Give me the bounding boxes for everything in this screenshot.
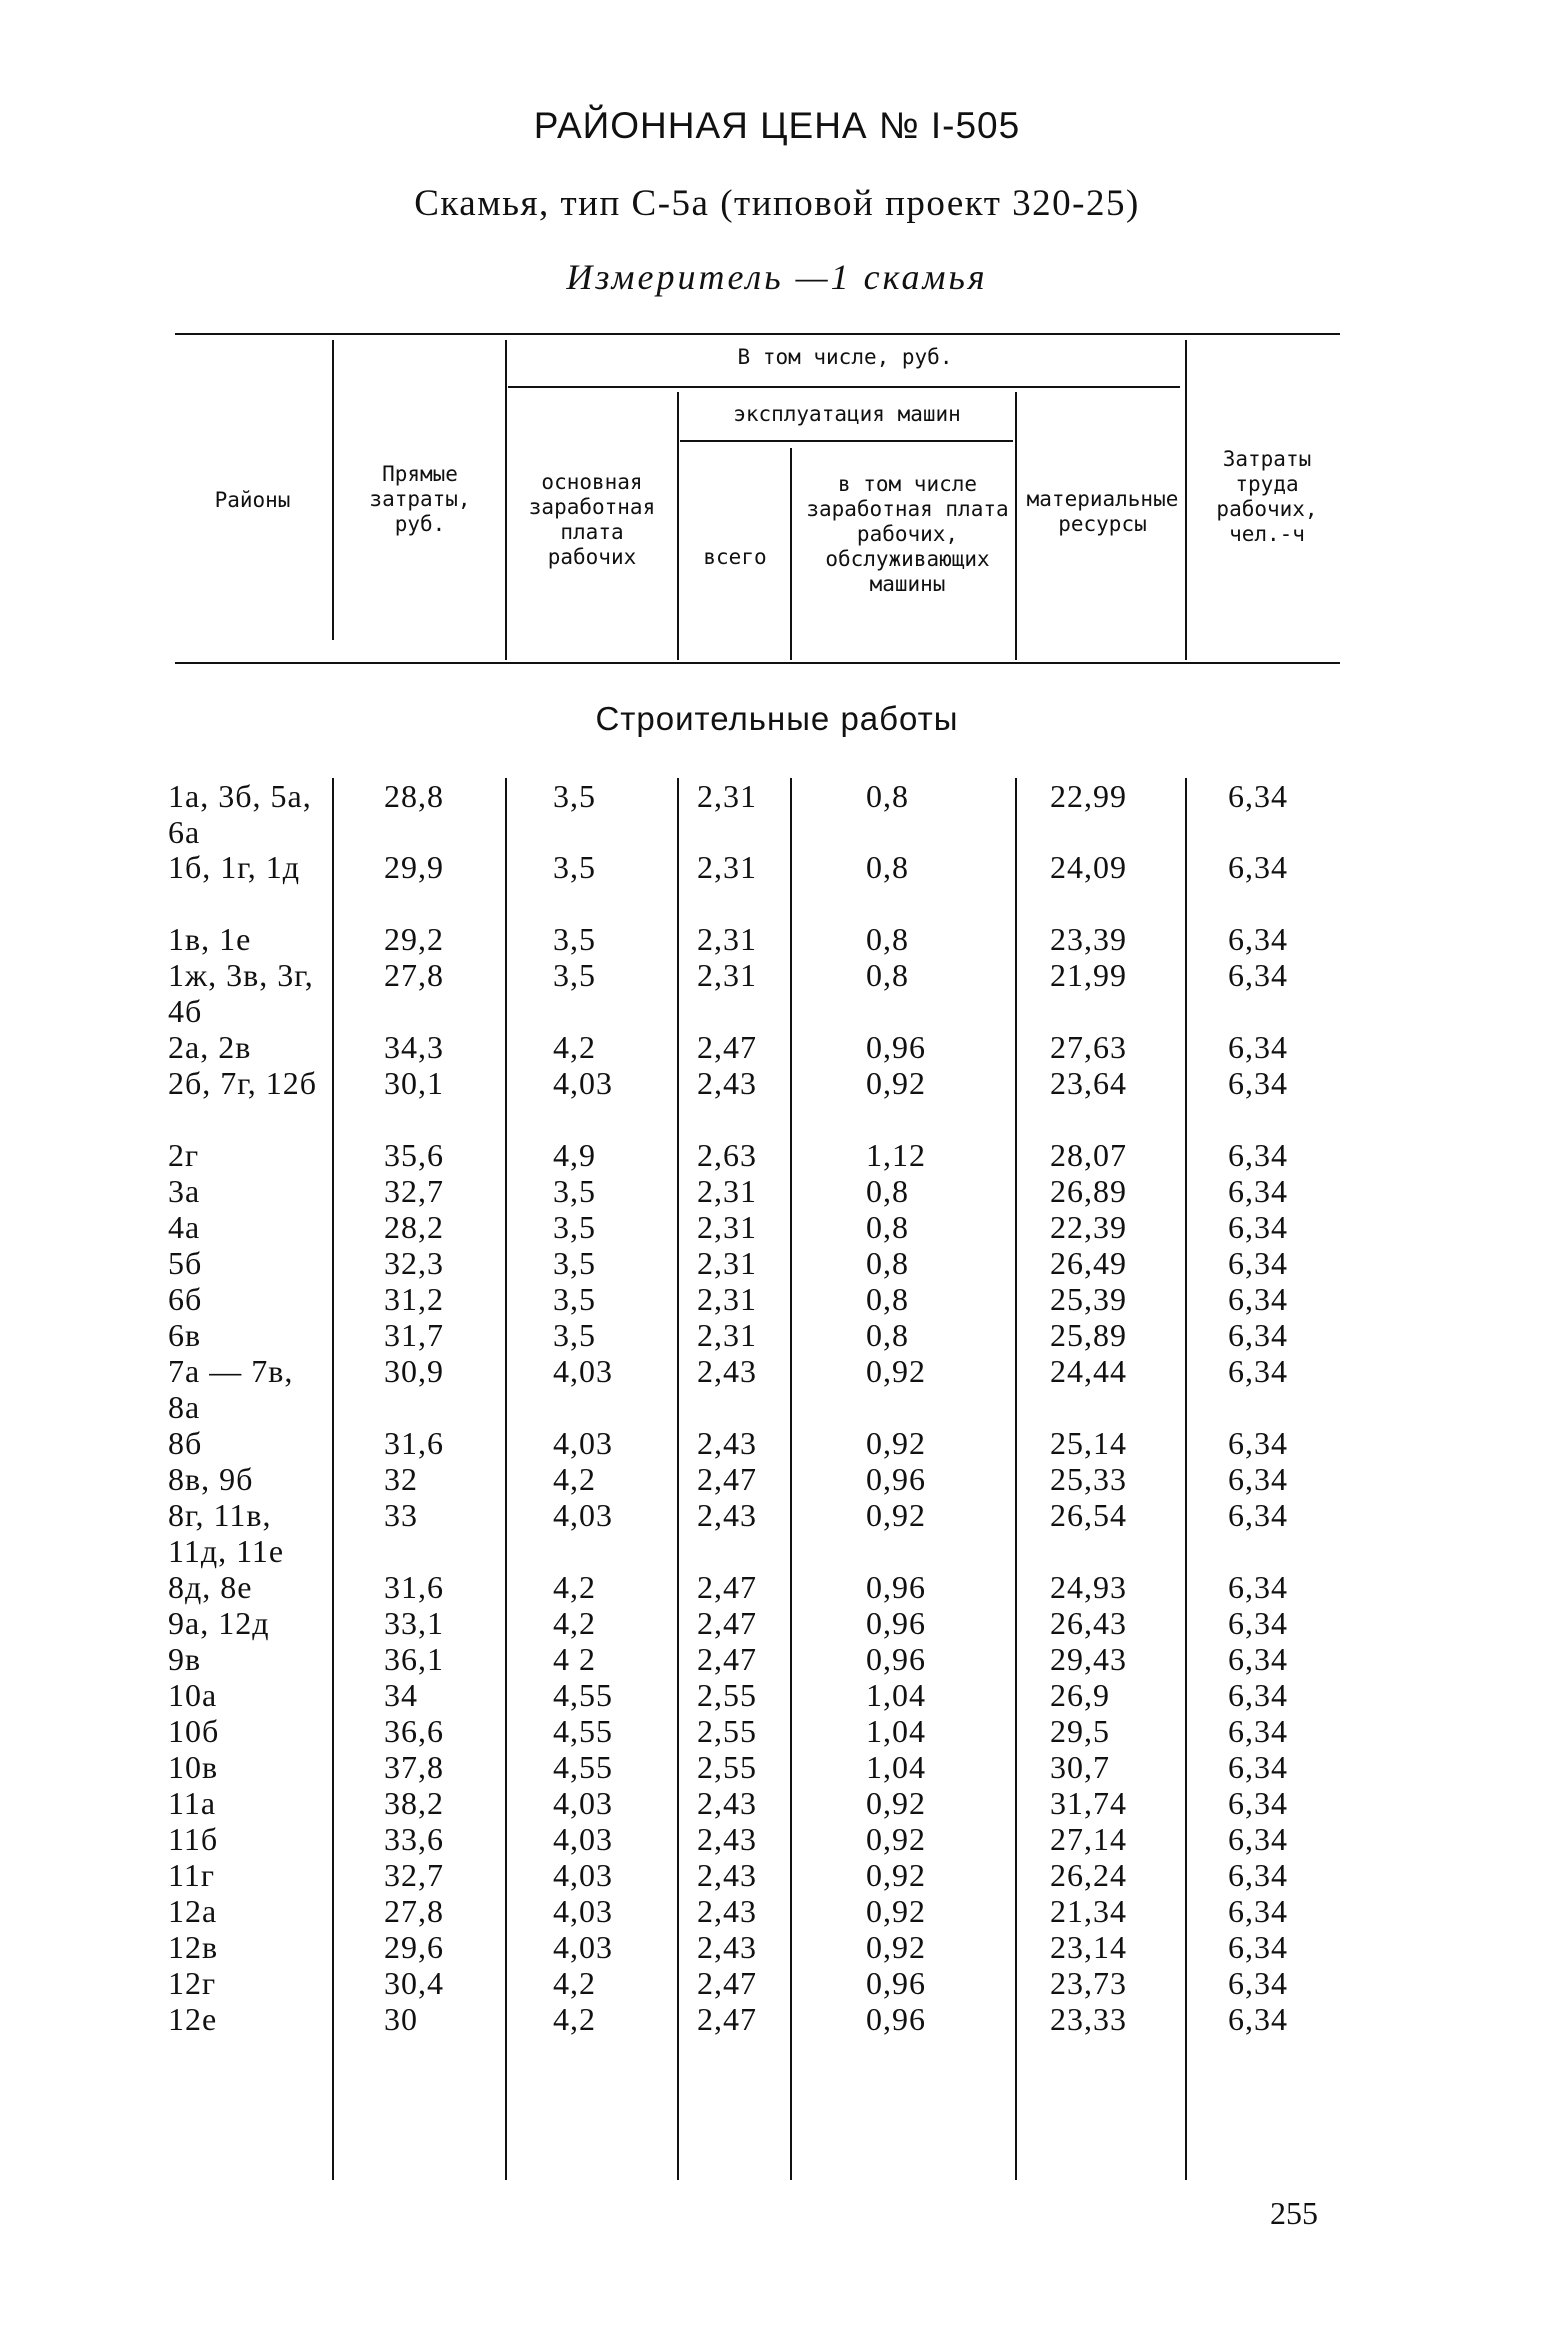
cell-machine-wage: 1,04 [866, 1677, 926, 1713]
cell-machine-wage: 0,92 [866, 1857, 926, 1893]
cell-labor: 6,34 [1228, 1893, 1288, 1929]
cell-machine-total: 2,63 [697, 1137, 757, 1173]
cell-basic-wage: 4,03 [553, 1353, 613, 1389]
cell-labor: 6,34 [1228, 957, 1288, 993]
cell-basic-wage: 3,5 [553, 778, 596, 814]
col-header-direct-costs: Прямые затраты, руб. [369, 462, 471, 536]
cell-direct-costs: 28,8 [384, 778, 444, 814]
cell-direct-costs: 29,9 [384, 849, 444, 885]
cell-basic-wage: 3,5 [553, 1317, 596, 1353]
cell-machine-wage: 0,96 [866, 1605, 926, 1641]
cell-direct-costs: 33,6 [384, 1821, 444, 1857]
col-header-materials: материальные ресурсы [1026, 487, 1179, 536]
cell-machine-wage: 0,8 [866, 1281, 909, 1317]
unit-measure: Измеритель —1 скамья [566, 257, 988, 297]
cell-basic-wage: 4,2 [553, 1029, 596, 1065]
cell-machine-wage: 0,8 [866, 957, 909, 993]
cell-labor: 6,34 [1228, 1425, 1288, 1461]
cell-basic-wage: 4,03 [553, 1425, 613, 1461]
cell-region: 12а [168, 1893, 218, 1929]
column-divider [1185, 778, 1187, 2180]
cell-direct-costs: 36,6 [384, 1713, 444, 1749]
cell-basic-wage: 4,55 [553, 1749, 613, 1785]
cell-machine-total: 2,31 [697, 957, 757, 993]
cell-basic-wage: 4,03 [553, 1929, 613, 1965]
cell-labor: 6,34 [1228, 1497, 1288, 1533]
cell-labor: 6,34 [1228, 1785, 1288, 1821]
cell-machine-wage: 0,96 [866, 1641, 926, 1677]
cell-direct-costs: 38,2 [384, 1785, 444, 1821]
cell-machine-total: 2,31 [697, 1245, 757, 1281]
cell-labor: 6,34 [1228, 1281, 1288, 1317]
cell-region: 8в, 9б [168, 1461, 254, 1497]
cell-machine-total: 2,55 [697, 1713, 757, 1749]
cell-direct-costs: 32,3 [384, 1245, 444, 1281]
item-subtitle: Скамья, тип С-5а (типовой проект 320-25) [414, 183, 1140, 224]
cell-direct-costs: 30,9 [384, 1353, 444, 1389]
cell-machine-total: 2,43 [697, 1929, 757, 1965]
header-divider [1015, 392, 1017, 660]
cell-machine-wage: 0,8 [866, 921, 909, 957]
cell-machine-wage: 1,04 [866, 1749, 926, 1785]
cell-machine-total: 2,43 [697, 1065, 757, 1101]
col-header-machine-wage: в том числе заработная плата рабочих, обслуживающих машины [806, 472, 1009, 596]
cell-machine-total: 2,31 [697, 1209, 757, 1245]
cell-direct-costs: 29,2 [384, 921, 444, 957]
cell-machine-wage: 1,04 [866, 1713, 926, 1749]
cell-labor: 6,34 [1228, 1569, 1288, 1605]
cell-materials: 30,7 [1050, 1749, 1110, 1785]
cell-machine-total: 2,43 [697, 1497, 757, 1533]
cell-basic-wage: 4,2 [553, 2001, 596, 2037]
cell-machine-total: 2,31 [697, 1317, 757, 1353]
cell-region: 6в [168, 1317, 202, 1353]
cell-materials: 23,39 [1050, 921, 1127, 957]
cell-machine-total: 2,31 [697, 1173, 757, 1209]
cell-region: 7а — 7в, 8а [168, 1353, 294, 1425]
col-header-including: В том числе, руб. [737, 345, 953, 369]
cell-direct-costs: 35,6 [384, 1137, 444, 1173]
cell-materials: 28,07 [1050, 1137, 1127, 1173]
cell-basic-wage: 4,03 [553, 1065, 613, 1101]
header-divider [1185, 340, 1187, 660]
cell-direct-costs: 33,1 [384, 1605, 444, 1641]
cell-direct-costs: 30,1 [384, 1065, 444, 1101]
cell-region: 11г [168, 1857, 215, 1893]
cell-materials: 22,39 [1050, 1209, 1127, 1245]
cell-direct-costs: 36,1 [384, 1641, 444, 1677]
cell-machine-wage: 0,92 [866, 1353, 926, 1389]
cell-region: 6б [168, 1281, 203, 1317]
cell-basic-wage: 3,5 [553, 1281, 596, 1317]
cell-region: 12е [168, 2001, 218, 2037]
cell-region: 3а [168, 1173, 201, 1209]
cell-machine-total: 2,43 [697, 1353, 757, 1389]
cell-direct-costs: 33 [384, 1497, 418, 1533]
cell-direct-costs: 29,6 [384, 1929, 444, 1965]
cell-machine-wage: 0,92 [866, 1893, 926, 1929]
cell-region: 9а, 12д [168, 1605, 270, 1641]
section-title: Строительные работы [595, 700, 959, 737]
cell-machine-total: 2,47 [697, 1569, 757, 1605]
cell-labor: 6,34 [1228, 1677, 1288, 1713]
cell-region: 11б [168, 1821, 219, 1857]
cell-machine-wage: 0,92 [866, 1425, 926, 1461]
cell-labor: 6,34 [1228, 1461, 1288, 1497]
cell-machine-wage: 0,8 [866, 1317, 909, 1353]
col-header-regions: Районы [214, 488, 291, 512]
cell-materials: 26,54 [1050, 1497, 1127, 1533]
cell-labor: 6,34 [1228, 1173, 1288, 1209]
cell-machine-wage: 0,96 [866, 2001, 926, 2037]
column-divider [677, 778, 679, 2180]
cell-basic-wage: 4,55 [553, 1713, 613, 1749]
cell-materials: 27,14 [1050, 1821, 1127, 1857]
cell-direct-costs: 27,8 [384, 957, 444, 993]
cell-machine-wage: 0,8 [866, 1209, 909, 1245]
cell-region: 5б [168, 1245, 203, 1281]
cell-basic-wage: 4,03 [553, 1785, 613, 1821]
cell-region: 2б, 7г, 12б [168, 1065, 318, 1101]
cell-materials: 31,74 [1050, 1785, 1127, 1821]
cell-materials: 25,89 [1050, 1317, 1127, 1353]
cell-machine-total: 2,43 [697, 1857, 757, 1893]
col-header-labor: Затраты труда рабочих, чел.-ч [1216, 447, 1318, 546]
cell-region: 8д, 8е [168, 1569, 253, 1605]
cell-materials: 26,43 [1050, 1605, 1127, 1641]
cell-direct-costs: 27,8 [384, 1893, 444, 1929]
cell-direct-costs: 31,7 [384, 1317, 444, 1353]
cell-basic-wage: 4,2 [553, 1605, 596, 1641]
cell-machine-wage: 0,96 [866, 1029, 926, 1065]
cell-basic-wage: 4,03 [553, 1893, 613, 1929]
cell-direct-costs: 37,8 [384, 1749, 444, 1785]
cell-machine-wage: 0,8 [866, 778, 909, 814]
cell-basic-wage: 4,03 [553, 1857, 613, 1893]
cell-basic-wage: 4,2 [553, 1965, 596, 2001]
cell-basic-wage: 3,5 [553, 957, 596, 993]
cell-region: 1в, 1е [168, 921, 252, 957]
cell-direct-costs: 31,2 [384, 1281, 444, 1317]
cell-region: 10б [168, 1713, 220, 1749]
cell-machine-total: 2,47 [697, 1605, 757, 1641]
cell-labor: 6,34 [1228, 1209, 1288, 1245]
cell-labor: 6,34 [1228, 1821, 1288, 1857]
cell-basic-wage: 3,5 [553, 1245, 596, 1281]
cell-direct-costs: 30,4 [384, 1965, 444, 2001]
cell-direct-costs: 31,6 [384, 1569, 444, 1605]
cell-machine-wage: 0,92 [866, 1497, 926, 1533]
cell-machine-wage: 0,96 [866, 1569, 926, 1605]
header-top-rule [175, 333, 1340, 335]
cell-labor: 6,34 [1228, 1317, 1288, 1353]
cell-machine-total: 2,55 [697, 1677, 757, 1713]
cell-direct-costs: 32,7 [384, 1173, 444, 1209]
cell-materials: 23,64 [1050, 1065, 1127, 1101]
cell-machine-wage: 0,92 [866, 1929, 926, 1965]
page-number: 255 [1270, 2195, 1318, 2231]
cell-machine-wage: 0,92 [866, 1785, 926, 1821]
cell-materials: 23,33 [1050, 2001, 1127, 2037]
cell-basic-wage: 3,5 [553, 921, 596, 957]
cell-labor: 6,34 [1228, 849, 1288, 885]
cell-basic-wage: 4 2 [553, 1641, 596, 1677]
cell-materials: 23,14 [1050, 1929, 1127, 1965]
cell-materials: 21,99 [1050, 957, 1127, 993]
cell-materials: 26,24 [1050, 1857, 1127, 1893]
cell-region: 11а [168, 1785, 217, 1821]
cell-region: 2а, 2в [168, 1029, 252, 1065]
header-divider [332, 340, 334, 640]
cell-labor: 6,34 [1228, 1353, 1288, 1389]
cell-machine-total: 2,47 [697, 1461, 757, 1497]
cell-machine-wage: 0,8 [866, 1245, 909, 1281]
header-bottom-rule [175, 662, 1340, 664]
cell-labor: 6,34 [1228, 1749, 1288, 1785]
cell-materials: 26,49 [1050, 1245, 1127, 1281]
cell-machine-total: 2,43 [697, 1893, 757, 1929]
cell-direct-costs: 32,7 [384, 1857, 444, 1893]
cell-materials: 24,44 [1050, 1353, 1127, 1389]
cell-labor: 6,34 [1228, 1605, 1288, 1641]
cell-region: 4а [168, 1209, 201, 1245]
cell-basic-wage: 4,2 [553, 1569, 596, 1605]
cell-machine-wage: 0,92 [866, 1065, 926, 1101]
cell-direct-costs: 34 [384, 1677, 418, 1713]
cell-labor: 6,34 [1228, 1245, 1288, 1281]
cell-basic-wage: 3,5 [553, 1173, 596, 1209]
cell-materials: 25,14 [1050, 1425, 1127, 1461]
cell-direct-costs: 32 [384, 1461, 418, 1497]
cell-machine-total: 2,31 [697, 921, 757, 957]
cell-labor: 6,34 [1228, 2001, 1288, 2037]
cell-machine-total: 2,31 [697, 778, 757, 814]
cell-machine-total: 2,55 [697, 1749, 757, 1785]
machines-rule [680, 440, 1013, 442]
cell-region: 8б [168, 1425, 203, 1461]
cell-labor: 6,34 [1228, 1713, 1288, 1749]
cell-materials: 29,5 [1050, 1713, 1110, 1749]
header-divider [677, 392, 679, 660]
cell-region: 10в [168, 1749, 219, 1785]
cell-basic-wage: 4,03 [553, 1497, 613, 1533]
cell-labor: 6,34 [1228, 1065, 1288, 1101]
cell-region: 1б, 1г, 1д [168, 849, 301, 885]
cell-direct-costs: 34,3 [384, 1029, 444, 1065]
cell-materials: 25,39 [1050, 1281, 1127, 1317]
cell-machine-total: 2,43 [697, 1425, 757, 1461]
cell-materials: 29,43 [1050, 1641, 1127, 1677]
cell-machine-total: 2,47 [697, 1641, 757, 1677]
cell-machine-total: 2,47 [697, 1029, 757, 1065]
col-header-machine-total: всего [703, 545, 767, 569]
including-rule [508, 386, 1180, 388]
cell-machine-total: 2,31 [697, 849, 757, 885]
cell-region: 9в [168, 1641, 202, 1677]
cell-basic-wage: 3,5 [553, 849, 596, 885]
cell-machine-wage: 0,8 [866, 1173, 909, 1209]
cell-labor: 6,34 [1228, 1857, 1288, 1893]
cell-labor: 6,34 [1228, 1641, 1288, 1677]
cell-machine-wage: 0,96 [866, 1461, 926, 1497]
col-header-machine-operation: эксплуатация машин [733, 402, 961, 426]
cell-materials: 22,99 [1050, 778, 1127, 814]
cell-labor: 6,34 [1228, 1137, 1288, 1173]
cell-direct-costs: 31,6 [384, 1425, 444, 1461]
column-divider [505, 778, 507, 2180]
cell-region: 12г [168, 1965, 217, 2001]
cell-basic-wage: 4,03 [553, 1821, 613, 1857]
cell-materials: 27,63 [1050, 1029, 1127, 1065]
cell-machine-total: 2,47 [697, 2001, 757, 2037]
cell-materials: 25,33 [1050, 1461, 1127, 1497]
cell-region: 12в [168, 1929, 219, 1965]
cell-region: 8г, 11в, 11д, 11е [168, 1497, 285, 1569]
header-divider [505, 340, 507, 660]
cell-machine-wage: 0,92 [866, 1821, 926, 1857]
cell-basic-wage: 4,2 [553, 1461, 596, 1497]
cell-machine-total: 2,43 [697, 1821, 757, 1857]
col-header-basic-wage: основная заработная плата рабочих [528, 470, 656, 569]
cell-region: 1ж, 3в, 3г, 4б [168, 957, 314, 1029]
price-title: РАЙОННАЯ ЦЕНА № I-505 [533, 105, 1021, 146]
column-divider [790, 778, 792, 2180]
cell-labor: 6,34 [1228, 778, 1288, 814]
header-divider [790, 448, 792, 660]
cell-materials: 24,93 [1050, 1569, 1127, 1605]
cell-materials: 24,09 [1050, 849, 1127, 885]
cell-materials: 26,89 [1050, 1173, 1127, 1209]
cell-labor: 6,34 [1228, 1929, 1288, 1965]
cell-materials: 23,73 [1050, 1965, 1127, 2001]
cell-labor: 6,34 [1228, 1029, 1288, 1065]
cell-machine-total: 2,47 [697, 1965, 757, 2001]
cell-labor: 6,34 [1228, 921, 1288, 957]
cell-machine-wage: 1,12 [866, 1137, 926, 1173]
cell-labor: 6,34 [1228, 1965, 1288, 2001]
cell-basic-wage: 3,5 [553, 1209, 596, 1245]
cell-direct-costs: 28,2 [384, 1209, 444, 1245]
cell-machine-total: 2,31 [697, 1281, 757, 1317]
cell-direct-costs: 30 [384, 2001, 418, 2037]
cell-region: 2г [168, 1137, 200, 1173]
column-divider [1015, 778, 1017, 2180]
cell-materials: 21,34 [1050, 1893, 1127, 1929]
cell-machine-total: 2,43 [697, 1785, 757, 1821]
cell-materials: 26,9 [1050, 1677, 1110, 1713]
cell-region: 10а [168, 1677, 218, 1713]
cell-basic-wage: 4,9 [553, 1137, 596, 1173]
cell-machine-wage: 0,8 [866, 849, 909, 885]
cell-region: 1а, 3б, 5а, 6а [168, 778, 312, 850]
cell-machine-wage: 0,96 [866, 1965, 926, 2001]
cell-basic-wage: 4,55 [553, 1677, 613, 1713]
